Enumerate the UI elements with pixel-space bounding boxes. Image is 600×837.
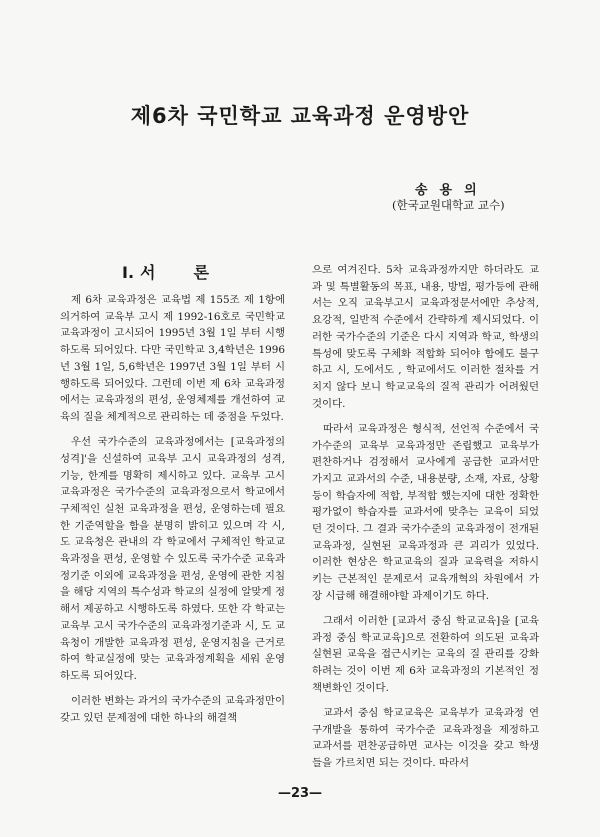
paragraph: 우선 국가수준의 교육과정에서는 [교육과정의 성격]'을 신설하여 교육부 고시 교육과정의 성격, 기능, 한계를 명확히 제시하고 있다. 교육부 고시 교육과정은 국가수준의 교육과정으로서 학교에서 구체적인 실천 교육과정을 편성, 운영하는데 필요한 기준역할을 함을 분명히 밝히고 있으며 각 시, 도 교육청은 관내의 각 학교에서 구체적인 학교교육과정을 편성, 운영할 수 있도록 국가수준 교육과정기준 이외에 교육과정을 편성, 운영에 관한 지침을 해당 지역의 특수성과 학교의 실정에 알맞게 정해서 제공하고 시행하도록 하였다. 또한 각 학교는 교육부 고시 국가수준의 교육과정기준과 시, 도 교육청이 개발한 교육과정 편성, 운영지침을 근거로 하여 학교실정에 맞는 교육과정계획을 세워 운영하도록 되어있다. — [60, 436, 285, 682]
paragraph: 그래서 이러한 [교과서 중심 학교교육]을 [교육과정 중심 학교교육]으로 전환하여 의도된 교육과 실현된 교육을 접근시키는 교육의 질 관리를 강화하려는 것이 이번 제 6차 교육과정의 기본적인 정책변화인 것이다. — [312, 615, 539, 694]
author-name: 송용의 — [415, 183, 489, 198]
paragraph: 제 6차 교육과정은 교육법 제 155조 제 1항에 의거하여 교육부 고시 제 1992-16호로 국민학교 교육과정이 고시되어 1995년 3월 1일 부터 시행하도록 되어있다. 다만 국민학교 3,4학년은 1996년 3월 1일, 5,6학년은 1997년 3월 1일 부터 시행하도록 되어있다. 그런데 이번 제 6차 교육과정에서는 교육과정의 편성, 운영체제를 개선하여 교육의 질을 체계적으로 관리하는 데 중점을 두었다. — [60, 294, 285, 423]
page-number: —23— — [277, 786, 323, 801]
section-title-char-1: 서 — [140, 263, 156, 282]
paragraph: 교과서 중심 학교교육은 교육부가 교육과정 연구개발을 통하여 국가수준 교육과정을 제정하고 교과서를 편찬공급하면 교사는 이것을 갖고 학생들을 가르치면 되는 것이다. 따라서 — [312, 707, 539, 770]
paragraph: 으로 여겨진다. 5차 교육과정까지만 하더라도 교과 및 특별활동의 목표, 내용, 방법, 평가등에 관해서는 오직 교육부고시 교육과정문서에만 추상적, 요강적, 일반적 수준에서 간략하게 제시되었다. 이러한 국가수준의 기준은 다시 지역과 학교, 학생의 특성에 맞도록 구체화 적합화 되어야 함에도 불구하고 시, 도에서도 , 학교에서도 이러한 절차를 거치지 않다 보니 학교교육의 질적 관리가 어려웠던 것이다. — [312, 264, 539, 410]
right-column — [312, 262, 539, 780]
section-title-char-2: 론 — [193, 263, 209, 282]
article-title: 제6차 국민학교 교육과정 운영방안 — [130, 104, 470, 128]
author-affiliation: (한국교원대학교 교수) — [392, 198, 505, 212]
section-number: I. — [122, 263, 135, 282]
paragraph: 이러한 변화는 과거의 국가수준의 교육과정만이 갖고 있던 문제점에 대한 하나의 해결책 — [60, 695, 285, 724]
paragraph: 따라서 교육과정은 형식적, 선언적 수준에서 국가수준의 교육부 교육과정만 존립했고 교육부가 편찬하거나 검정해서 교사에게 공급한 교과서만 가지고 교과서의 수준, 내용분량, 소재, 자료, 상황등이 학습자에 적합, 부적합 했는지에 대한 정확한 평가없이 학습자를 교과서에 맞추는 교육이 되었던 것이다. 그 결과 국가수준의 교육과정이 전개된 교육과정, 실현된 교육과정과 큰 괴리가 있었다. 이러한 현상은 학교교육의 질과 교육력을 저하시키는 근본적인 문제로서 교육개혁의 차원에서 가장 시급해 해결해야할 과제이기도 하다. — [312, 422, 539, 602]
section-heading — [122, 260, 209, 283]
left-column — [60, 292, 285, 735]
